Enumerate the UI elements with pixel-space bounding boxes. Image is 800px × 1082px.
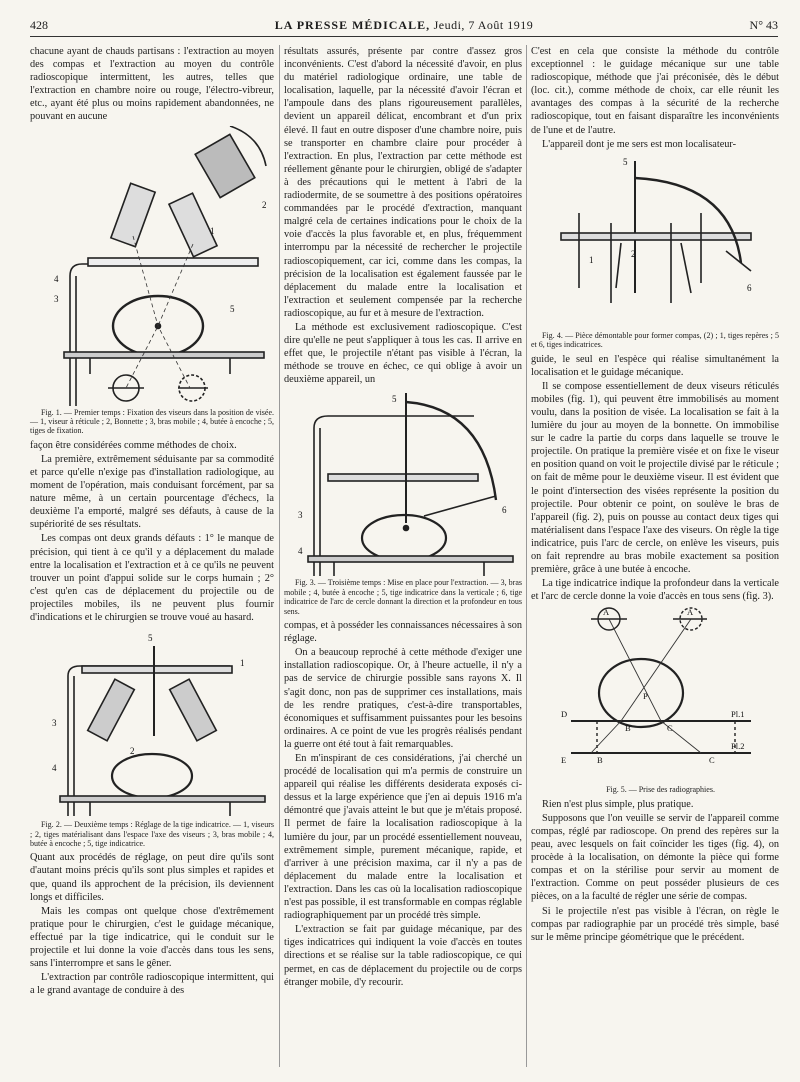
figure-4-caption: Fig. 4. — Pièce démontable pour former compas, (2) ; 1, tiges repères ; 5 et 6, tiges indicatrices.	[531, 330, 779, 350]
fig5-label-E: E	[561, 755, 567, 766]
page-header	[30, 18, 778, 37]
paragraph: L'extraction par contrôle radioscopique intermittent, qui a le grand avantage de conduire à des	[30, 972, 274, 997]
fig1-label-1: 1	[210, 225, 215, 236]
fig5-label-A1: A	[687, 607, 694, 618]
paragraph: guide, le seul en l'espèce qui réalise simultanément la localisation et le guidage mécanique.	[531, 353, 779, 378]
paragraph: On a beaucoup reproché à cette méthode d'exiger une installation radioscopique. Or, à l'heure actuelle, il n'y a pas de service de chirurgie possible sans rayons X. Il s'agit donc, non pas de supprimer ces installations, mais de les rendre pratiques, c'est-à-dire transportables, économiques et suffisamment puissantes pour les besoins ordinaires. A ce point de vue les progrès réalisés pendant la guerre ont été tout à fait remarquables.	[284, 647, 522, 750]
fig2-label-2: 2	[130, 746, 135, 757]
figure-3	[284, 388, 522, 616]
fig1-label-5: 5	[230, 303, 235, 314]
paragraph: Les compas ont deux grands défauts : 1° le manque de précision, qui tient à ce qu'il y a déplacement du malade entre la localisation et l'extraction et à ce qu'ils ne peuvent trouver un point d'appui solide sur le corps humain ; 2° c'est qu'en cas de déplacement du projectile ou de projectiles mobiles, ils ne peuvent plus fournir d'indications et le chirurgien se trouve voué au hasard.	[30, 533, 274, 623]
figure-2	[30, 626, 274, 848]
figure-1-drawing	[30, 126, 274, 408]
page-number: 428	[30, 18, 48, 32]
paragraph: chacune ayant de chauds partisans : l'extraction au moyen des compas et l'extraction au moyen du contrôle radioscopique intermittent, les autres, telles que l'extraction en chambre noire ou rouge, l'électro-vibreur, etc., ayant été plus ou moins rapidement abandonnées, ne pouvant en aucune	[30, 46, 274, 123]
fig5-label-pl2: Pl.2	[731, 741, 745, 752]
paragraph: La tige indicatrice indique la profondeur dans la verticale et l'arc de cercle donne la voie d'accès en tous sens (fig. 3).	[531, 578, 779, 603]
issue-date: Jeudi, 7 Août 1919	[433, 18, 534, 32]
figure-3-caption: Fig. 3. — Troisième temps : Mise en place pour l'extraction. — 3, bras mobile ; 4, butée à encoche ; 5, tige indicatrice dans la verticale ; 6, tige indicatrice de l'arc de cercle donnant la direction et la profondeur en tous sens.	[284, 578, 522, 616]
fig5-label-pl1: Pl.1	[731, 709, 745, 720]
fig5-label-B: B	[625, 723, 631, 734]
figure-1-caption: Fig. 1. — Premier temps : Fixation des viseurs dans la position de visée. — 1, viseur à réticule ; 2, Bonnette ; 3, bras mobile ; 4, butée à encoche ; 5, tiges de fixation.	[30, 407, 274, 436]
column-divider	[279, 45, 280, 1067]
fig4-label-5: 5	[623, 156, 628, 167]
fig2-label-3: 3	[52, 718, 57, 729]
figure-2-drawing	[30, 626, 274, 820]
fig1-label-3: 3	[54, 293, 59, 304]
column-1	[30, 45, 274, 998]
paragraph: Quant aux procédés de réglage, on peut dire qu'ils sont d'autant moins précis qu'ils sont plus simples et rapides et que, quand ils approchent de la précision, ils deviennent longs et difficiles.	[30, 852, 274, 903]
issue-number: N° 43	[749, 18, 778, 32]
paragraph: La méthode est exclusivement radioscopique. C'est dire qu'elle ne peut s'appliquer à tous les cas. Il arrive en effet que, le projectile n'étant pas visible à l'écran, la méthode se trouve en échec, ce qui oblige à avoir un deuxième appareil, un	[284, 321, 522, 386]
figure-5	[531, 605, 779, 794]
paragraph: Si le projectile n'est pas visible à l'écran, on règle le compas par radiographie par un procédé très simple, basé sur le même principe géométrique que le précédent.	[531, 905, 779, 943]
paragraph: En m'inspirant de ces considérations, j'ai cherché un procédé de localisation qui m'a permis de construire un appareil qui réalise les différents desiderata exposés ci-dessus et la large expérience que j'en ai depuis 1916 m'a démontré que j'avais atteint le but que je m'étais proposé. Il permet de faire la localisation radioscopique à la lumière du jour, par un procédé essentiellement nouveau, extrêmement simple, purement mécanique, rapide, et d'arriver à une précision maxima, car il n'y a pas de déplacement du malade entre la localisation et l'extraction. Dans les cas où la localisation radioscopique n'est pas possible, il est transformable en compas réglable radiographiquement par un procédé très simple.	[284, 753, 522, 922]
figure-2-caption: Fig. 2. — Deuxième temps : Réglage de la tige indicatrice. — 1, viseurs ; 2, tiges matérialisant dans l'espace l'axe des viseurs ; 3, bras mobile ; 4, butée à encoche ; 5, tige indicatrice.	[30, 820, 274, 848]
paragraph: C'est en cela que consiste la méthode du contrôle exceptionnel : le guidage mécanique sur une table radioscopique, méthode que j'ai préconisée, dès le début (loc. cit.), comme méthode de choix, car elle réunit les avantages des compas à la sécurité de la recherche radioscopique, tout en faisant disparaître les inconvénients de l'une et de l'autre.	[531, 46, 779, 136]
fig4-label-6: 6	[747, 282, 752, 293]
fig3-label-4: 4	[298, 546, 303, 557]
fig3-label-3: 3	[298, 510, 303, 521]
paragraph: L'appareil dont je me sers est mon localisateur-	[542, 138, 737, 150]
paragraph: L'extraction se fait par guidage mécanique, par des tiges indicatrices qui indiquent la voie d'accès en toutes directions et se réalise sur la table radioscopique, ce qui permet, en cas de déplacement du projectile ou de corps étranger mobile, d'y recourir.	[284, 924, 522, 988]
paragraph: La première, extrêmement séduisante par sa commodité et parce qu'elle n'exige pas d'installation radiologique, au moment de l'opération, mais conduisant forcément, par sa nature même, à un certain pourcentage d'échecs, la deuxième l'a emporté, malgré ses défauts, à cause de la supériorité de ses résultats.	[30, 453, 274, 531]
fig1-label-2: 2	[262, 199, 267, 210]
column-3	[531, 45, 779, 945]
paragraph: Rien n'est plus simple, plus pratique.	[542, 798, 694, 810]
fig3-label-5: 5	[392, 394, 397, 405]
paragraph: compas, et à posséder les connaissances nécessaires à son réglage.	[284, 620, 522, 645]
fig2-label-4: 4	[52, 763, 57, 774]
fig4-label-1: 1	[589, 254, 594, 265]
figure-3-drawing	[284, 388, 522, 578]
paragraph: façon être considérées comme méthodes de choix.	[30, 439, 237, 451]
column-2	[284, 45, 522, 990]
figure-5-caption: Fig. 5. — Prise des radiographies.	[606, 785, 715, 795]
fig3-label-6: 6	[502, 505, 507, 516]
fig5-label-B1: B	[597, 755, 603, 766]
paragraph: Mais les compas ont quelque chose d'extrêmement pratique pour le chirurgien, c'est le guidage mécanique, effectué par la tige indicatrice, qui le conduit sur le projectile et lui donne la voie d'accès dans tous les sens, sans l'interrompre et sans le gêner.	[30, 905, 274, 970]
journal-name: LA PRESSE MÉDICALE,	[274, 18, 431, 32]
fig5-label-D: D	[561, 709, 568, 720]
fig5-label-C: C	[709, 755, 715, 766]
fig4-label-2: 2	[631, 248, 636, 259]
paragraph: résultats assurés, présente par contre d'assez gros inconvénients. C'est d'abord la nécessité d'avoir, en plus du matériel radiologique ordinaire, une table de localisation, laquelle, par la nécessité d'avoir l'écran et l'ampoule dans des plans rigoureusement parallèles, devient un appareil délicat, encombrant et d'un prix élevé. Il faut en outre disposer d'une chambre noire, puis se transporter en chambre claire pour procéder à l'extraction. En plus, l'extraction par cette méthode est réellement gênante pour le chirurgien, obligé de s'adapter à des précautions qui le mettent à l'abri de la radiodermite, de se soumettre à des positions opératoires commandées par le procédé d'extraction, manquant malgré cela de certaines indications pour le choix de la voie d'accès la plus favorable et, en plus, fréquemment interrompu par la nécessité de rechercher le projectile radioscopiquement, car ici, comme dans les compas, la précision de la localisation est également faussée par le déplacement du malade entre la localisation et l'extraction et seulement compensée par la recherche radioscopique, au fur et à mesure de l'extraction.	[284, 46, 522, 319]
figure-4-drawing	[531, 153, 779, 331]
fig5-label-C1: C	[667, 723, 673, 734]
fig5-label-A: A	[603, 607, 610, 618]
paragraph: Il se compose essentiellement de deux viseurs réticulés mobiles (fig. 1), qui peuvent être immobilisés au moment voulu, dans la position de visée. La localisation se fait à la lumière du jour au moyen de la bonnette. On immobilise sur le cadre la partie du corps dans laquelle se trouve le projectile. On pratique la première visée et on fixe le viseur en position quand on voit le projectile divisé par le réticule ; on fait de même pour le deuxième viseur. Il est évident que le point d'intersection des visées représente la position du projectile. Pour obtenir ce point, on soulève le bras de l'appareil (fig. 2), puis on pousse au contact deux tiges qui matérialisent dans l'espace l'axe des viseurs. On règle la tige indicatrice, puis l'arc de cercle, on enlève les viseurs, puis on fait reprendre au bras mobile exactement sa position première, grâce à une butée à encoche.	[531, 380, 779, 576]
fig1-label-4: 4	[54, 273, 59, 284]
column-divider	[526, 45, 527, 1067]
fig2-label-5: 5	[148, 633, 153, 644]
figure-5-drawing	[531, 605, 779, 785]
figure-1	[30, 126, 274, 436]
fig5-label-P: P	[643, 691, 648, 702]
fig2-label-1: 1	[240, 658, 245, 669]
figure-4	[531, 153, 779, 350]
paragraph: Supposons que l'on veuille se servir de l'appareil comme compas, réglé par radioscope. On prend des repères sur la peau, avec lesquels on fait coïncider les tiges (fig. 4), on procède à la localisation, on démonte la pièce qui forme compas et on la stérilise pour servir au moment de l'extraction. Comme on peut posséder plusieurs de ces pièces, on a la faculté de régler une série de compas.	[531, 812, 779, 903]
journal-title-line	[30, 18, 778, 33]
